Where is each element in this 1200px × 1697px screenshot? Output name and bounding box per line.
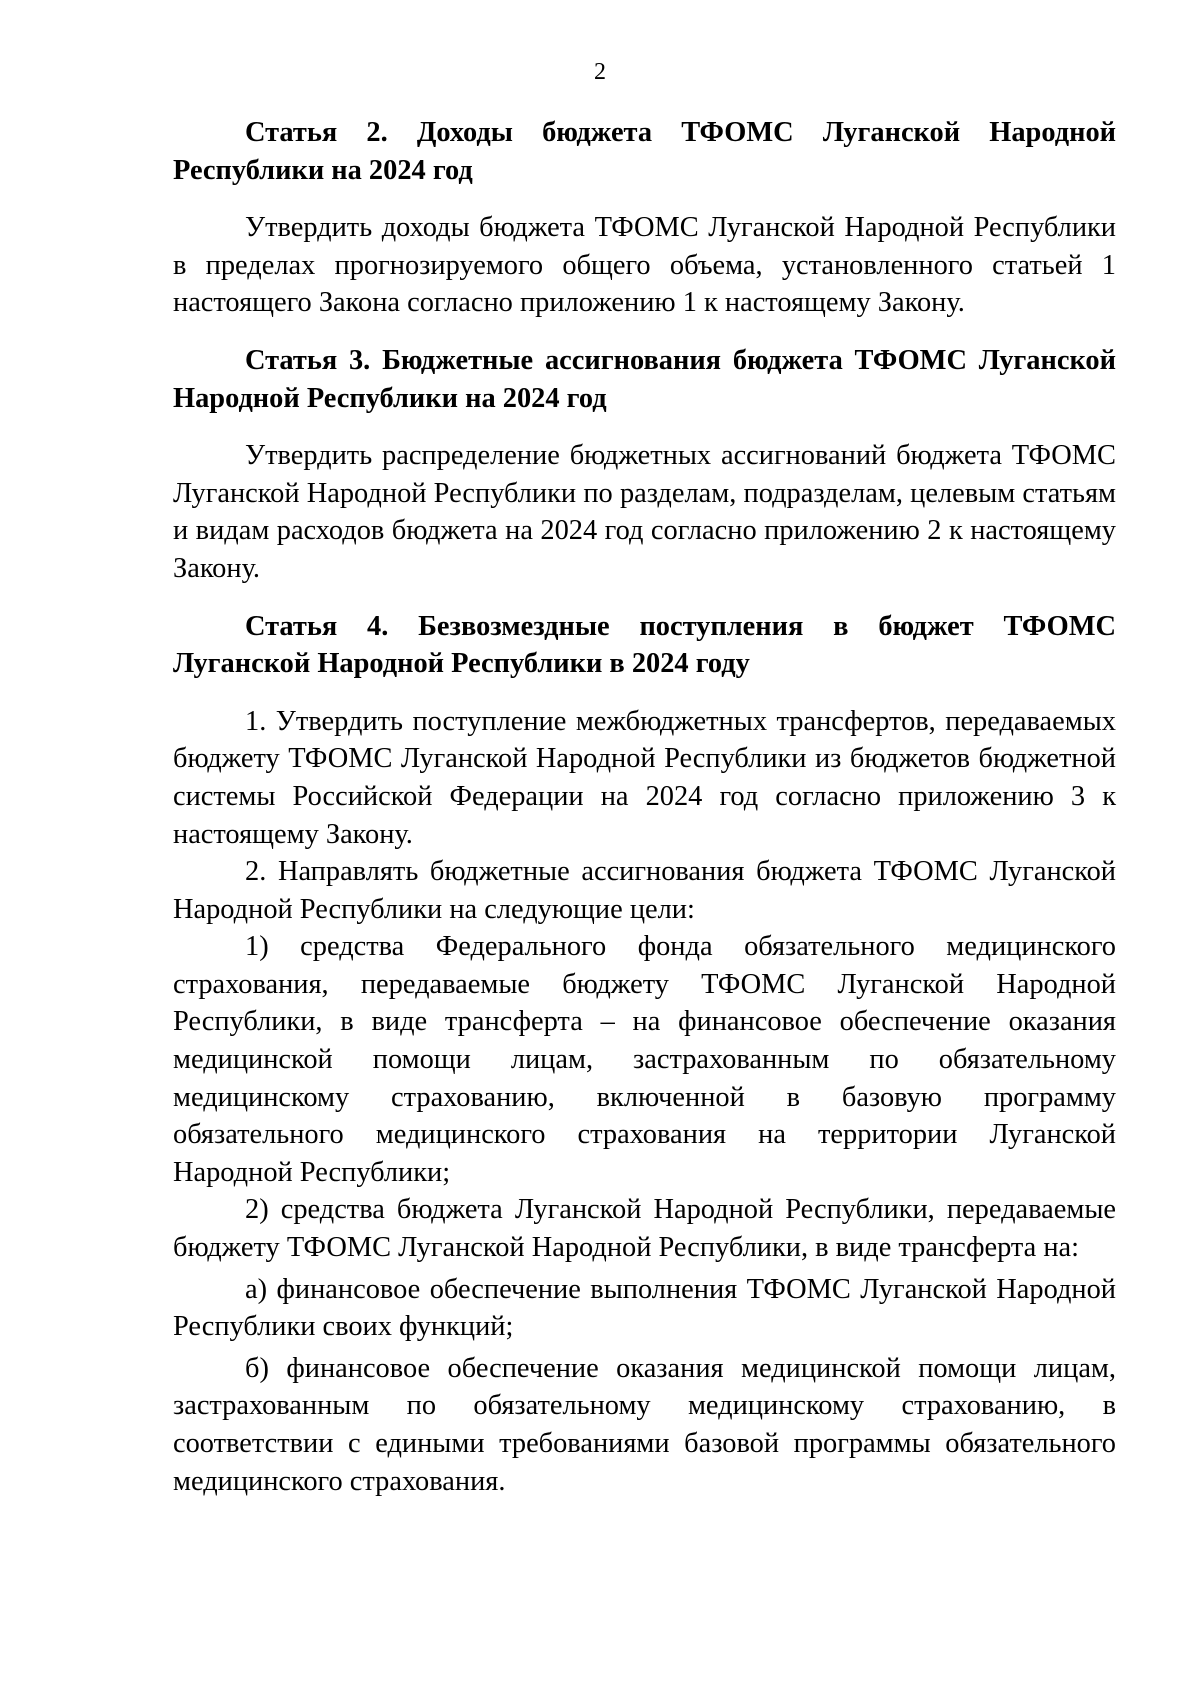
article-4-subitem-b: б) финансовое обеспечение оказания медицинской помощи лицам, застрахованным по обязательному медицинскому страхованию, в соответствии с едиными требованиями базовой программы обязательного медицинского страхования. — [173, 1352, 1116, 1497]
article-3-paragraph-1: Утвердить распределение бюджетных ассигнований бюджета ТФОМС Луганской Народной Республики по разделам, подразделам, целевым статьям и видам расходов бюджета на 2024 год согласно приложению 2 к настоящему Закону. — [173, 440, 1116, 584]
article-4-paragraph-1: 1. Утвердить поступление межбюджетных трансфертов, передаваемых бюджету ТФОМС Луганской Народной Республики из бюджетов бюджетной системы Российской Федерации на 2024 год согласно приложению 3 к настоящему Закону. — [173, 705, 1116, 850]
article-3-heading: Статья 3. Бюджетные ассигнования бюджета ТФОМС Луганской Народной Республики на 2024 год — [173, 344, 1116, 414]
article-4-item-2: 2) средства бюджета Луганской Народной Республики, передаваемые бюджету ТФОМС Луганской Народной Республики, в виде трансферта на: — [173, 1194, 1116, 1264]
page-number: 2 — [594, 59, 606, 85]
article-4-paragraph-2: 2. Направлять бюджетные ассигнования бюджета ТФОМС Луганской Народной Республики на следующие цели: — [173, 856, 1116, 925]
article-4-item-1: 1) средства Федерального фонда обязательного медицинского страхования, передаваемые бюджету ТФОМС Луганской Народной Республики, в виде трансферта – на финансовое обеспечение оказания медицинской помощи лицам, застрахованным по обязательному медицинскому страхованию, включенной в базовую программу обязательного медицинского страхования на территории Луганской Народной Республики; — [173, 931, 1116, 1188]
article-2-heading: Статья 2. Доходы бюджета ТФОМС Луганской Народной Республики на 2024 год — [173, 117, 1116, 186]
article-4-subitem-a: а) финансовое обеспечение выполнения ТФОМС Луганской Народной Республики своих функций; — [173, 1273, 1116, 1343]
article-2-paragraph-1: Утвердить доходы бюджета ТФОМС Луганской Народной Республики в пределах прогнозируемого общего объема, установленного статьей 1 настоящего Закона согласно приложению 1 к настоящему Закону. — [173, 212, 1116, 319]
article-4-heading: Статья 4. Безвозмездные поступления в бюджет ТФОМС Луганской Народной Республики в 2024 году — [173, 610, 1116, 680]
document-body — [173, 114, 1116, 1500]
